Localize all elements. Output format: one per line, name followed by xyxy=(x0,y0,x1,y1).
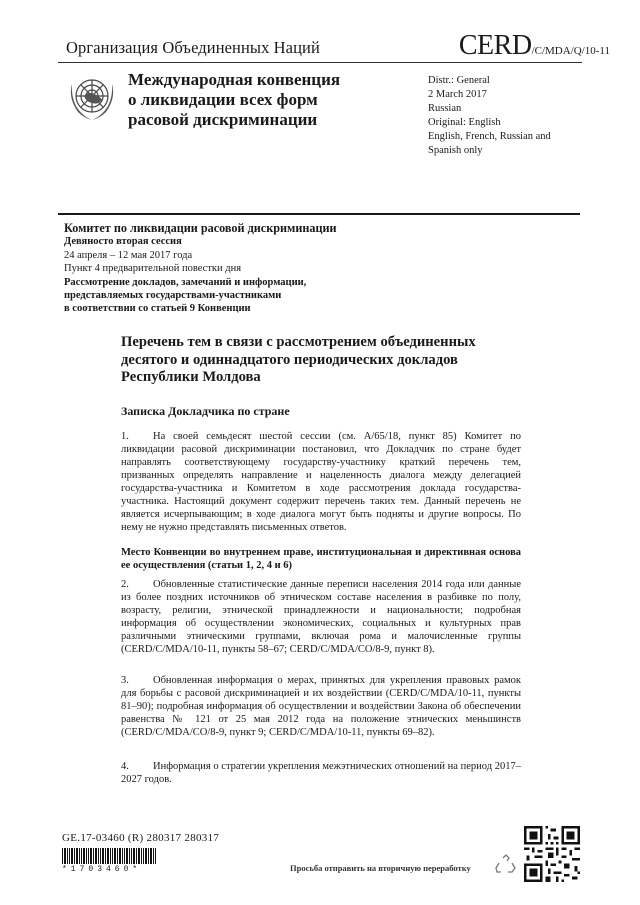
paragraph-text: Обновленная информация о мерах, принятых для укрепления правовых рамок для борьбы с расовой дискриминацией и их воздействии (CERD/C/MDA/10-11, пункты 81–90); подробная информация об осуществлении и воздействии Закона об обеспечении равенства № 121 от 25 мая 2012 года на положение этнических меньшинств (CERD/C/MDA/CO/8-9, пункт 9; CERD/C/MDA/10-11, пункты 69–82). xyxy=(121,675,521,738)
distribution-line: Original: English xyxy=(428,117,501,128)
committee-block xyxy=(64,222,337,316)
convention-title-line: о ликвидации всех форм xyxy=(128,90,318,109)
distribution-line: Spanish only xyxy=(428,145,483,156)
session-dates: 24 апреля – 12 мая 2017 года xyxy=(64,249,193,261)
agenda-title-line: в соответствии со статьей 9 Конвенции xyxy=(64,303,251,315)
paragraph-1 xyxy=(121,430,521,534)
paragraph-2 xyxy=(121,578,521,656)
paragraph-number: 1. xyxy=(121,431,129,442)
section-rule xyxy=(58,213,580,215)
barcode-number: *1703460* xyxy=(62,865,142,874)
distribution-line: Russian xyxy=(428,103,462,114)
committee-title: Комитет по ликвидации расовой дискриминации xyxy=(64,221,337,235)
distribution-info xyxy=(428,74,551,158)
paragraph-text: На своей семьдесят шестой сессии (см. A/65/18, пункт 85) Комитет по ликвидации расовой дискриминации постановил, что Докладчик по стране будет направлять соответствующему государству-участнику краткий перечень тем, призванных определять направление и нацеленность диалога между делегацией государства-участника и Комитетом в ходе рассмотрения доклада государства-участника. Настоящий документ содержит перечень таких тем. Данный перечень не является исчерпывающим; в ходе диалога могут быть подняты и другие вопросы. По нему не нужно представлять письменных ответов. xyxy=(121,431,521,533)
note-title: Записка Докладчика по стране xyxy=(121,404,290,418)
distribution-line: English, French, Russian and xyxy=(428,131,551,142)
paragraph-text: Обновленные статистические данные переписи населения 2014 года или данные из более поздних источников об этническом составе населения в разбивке по полу, возрасту, религии, этнической принадлежности и национальности; подробная информация об осуществлении экономических, социальных и культурных прав различными этническими группами, включая рома и малочисленные группы (CERD/C/MDA/10-11, пункты 58–67; CERD/C/MDA/CO/8-9, пункт 8). xyxy=(121,579,521,655)
document-title-line: десятого и одиннадцатого периодических докладов xyxy=(121,351,458,368)
document-title-line: Перечень тем в связи с рассмотрением объединенных xyxy=(121,334,476,350)
document-title xyxy=(121,334,541,387)
qr-code-icon xyxy=(524,826,580,882)
organization-name: Организация Объединенных Наций xyxy=(66,38,320,57)
un-emblem-icon xyxy=(64,70,120,126)
recycle-icon xyxy=(494,853,518,877)
symbol-main: CERD xyxy=(458,30,532,61)
distribution-line: Distr.: General xyxy=(428,75,490,86)
job-code: GE.17-03460 (R) 280317 280317 xyxy=(62,832,220,844)
paragraph-number: 4. xyxy=(121,761,129,772)
paragraph-4 xyxy=(121,760,521,786)
barcode-icon xyxy=(62,848,156,864)
recycle-text: Просьба отправить на вторичную переработку xyxy=(290,863,471,873)
session: Девяносто вторая сессия xyxy=(64,236,182,248)
convention-title-line: Международная конвенция xyxy=(128,70,341,89)
document-title-line: Республики Молдова xyxy=(121,369,261,385)
header-rule xyxy=(58,62,582,63)
distribution-line: 2 March 2017 xyxy=(428,89,487,100)
convention-title-line: расовой дискриминации xyxy=(128,110,318,129)
document-symbol xyxy=(459,30,610,62)
paragraph-number: 2. xyxy=(121,579,129,590)
section-subheading: Место Конвенции во внутреннем праве, институциональная и директивная основа ее осуществления (статьи 1, 2, 4 и 6) xyxy=(121,547,521,571)
convention-title xyxy=(128,70,340,130)
paragraph-number: 3. xyxy=(121,675,129,686)
symbol-sub: /C/MDA/Q/10-11 xyxy=(531,45,610,57)
agenda-title-line: представляемых государствами-участниками xyxy=(64,290,282,302)
agenda-title-line: Рассмотрение докладов, замечаний и информации, xyxy=(64,276,307,288)
agenda-item: Пункт 4 предварительной повестки дня xyxy=(64,263,242,275)
paragraph-text: Информация о стратегии укрепления межэтнических отношений на период 2017–2027 годов. xyxy=(121,761,521,785)
paragraph-3 xyxy=(121,674,521,739)
